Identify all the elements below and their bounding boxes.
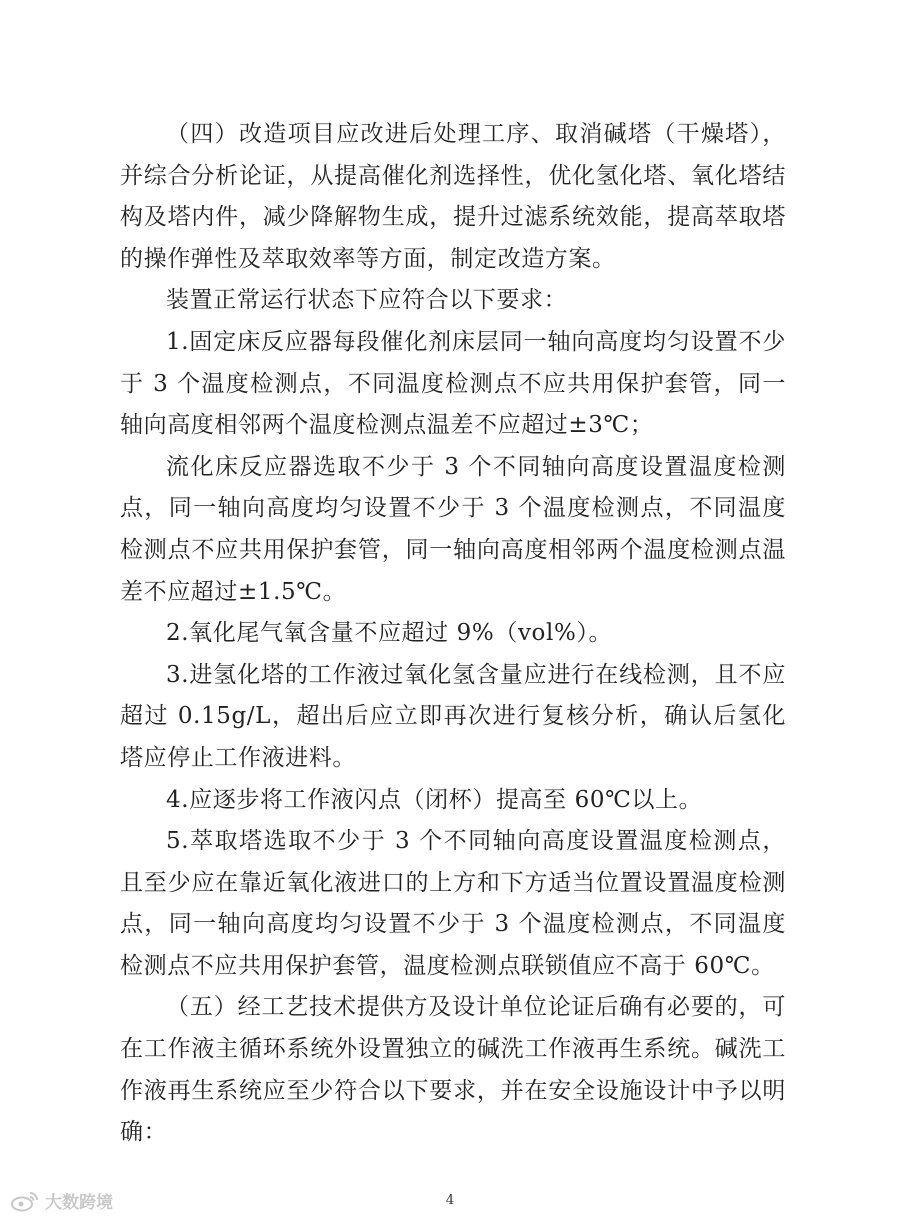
watermark [10, 1188, 113, 1213]
paragraph-requirements-intro: 装置正常运行状态下应符合以下要求： [166, 287, 568, 314]
paragraph-item-5: 5.萃取塔选取不少于 3 个不同轴向高度设置温度检测点，且至少应在靠近氧化液进口的上方和下方适当位置设置温度检测点，同一轴向高度均匀设置不少于 3 个温度检测点，不同温度检测点不应共用保护套管，温度检测点联锁值应不高于 60℃。 [120, 828, 786, 979]
paragraph-item-4: 4.应逐步将工作液闪点（闭杯）提高至 60℃以上。 [166, 786, 703, 813]
page-number: 4 [445, 1193, 455, 1208]
watermark-text: 大数跨境 [45, 1193, 113, 1213]
paragraph-item-1-fixed-bed: 1.固定床反应器每段催化剂床层同一轴向高度均匀设置不少于 3 个温度检测点，不同温度检测点不应共用保护套管，同一轴向高度相邻两个温度检测点温差不应超过±3℃； [120, 328, 786, 439]
paragraph-item-1-fluidized-bed: 流化床反应器选取不少于 3 个不同轴向高度设置温度检测点，同一轴向高度均匀设置不少于 3 个温度检测点，不同温度检测点不应共用保护套管，同一轴向高度相邻两个温度检测点温差不应超过±1.5℃。 [120, 453, 786, 605]
weibo-logo-icon [10, 1190, 40, 1212]
document-body [120, 114, 786, 1154]
paragraph-item-3: 3.进氢化塔的工作液过氧化氢含量应进行在线检测，且不应超过 0.15g/L，超出后应立即再次进行复核分析，确认后氢化塔应停止工作液进料。 [120, 661, 786, 771]
paragraph-section-4: （四）改造项目应改进后处理工序、取消碱塔（干燥塔），并综合分析论证，从提高催化剂选择性，优化氢化塔、氧化塔结构及塔内件，减少降解物生成，提升过滤系统效能，提高萃取塔的操作弹性及萃取效率等方面，制定改造方案。 [120, 121, 786, 272]
paragraph-section-5: （五）经工艺技术提供方及设计单位论证后确有必要的，可在工作液主循环系统外设置独立的碱洗工作液再生系统。碱洗工作液再生系统应至少符合以下要求，并在安全设施设计中予以明确： [120, 994, 786, 1146]
paragraph-item-2: 2.氧化尾气氧含量不应超过 9%（vol%）。 [166, 620, 613, 647]
